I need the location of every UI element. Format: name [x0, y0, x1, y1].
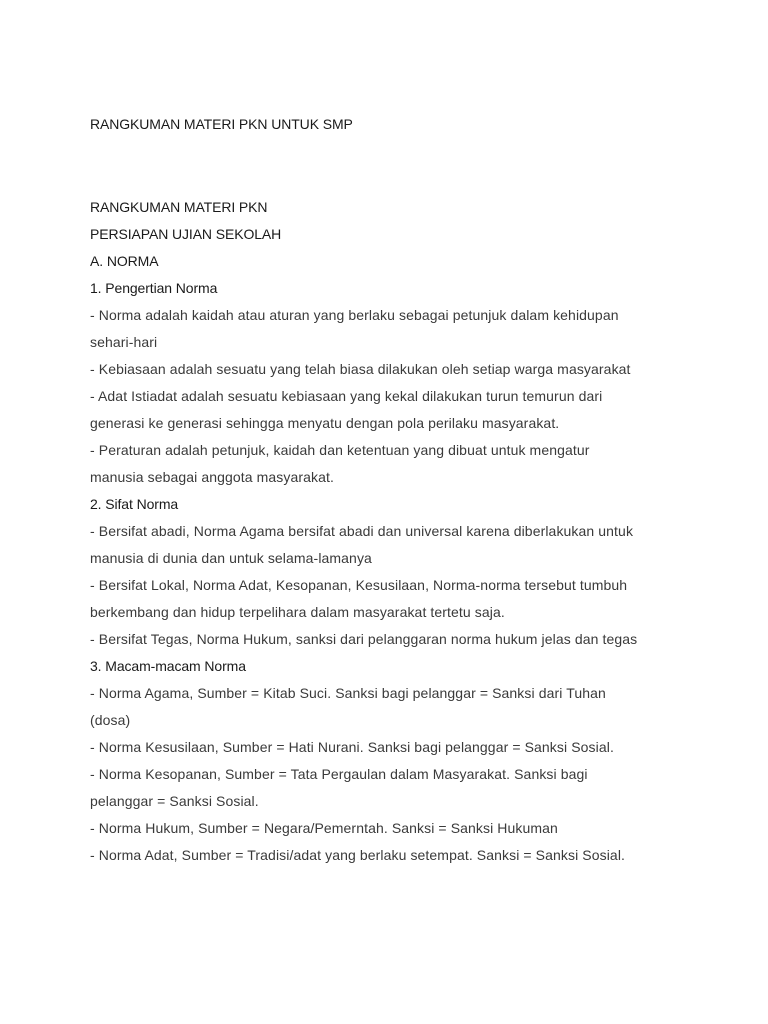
section-heading: 1. Pengertian Norma: [90, 280, 218, 296]
paragraph-line: - Bersifat Tegas, Norma Hukum, sanksi dari pelanggaran norma hukum jelas dan tegas: [90, 631, 638, 647]
paragraph-line: - Norma Kesopanan, Sumber = Tata Pergaulan dalam Masyarakat. Sanksi bagi: [90, 766, 588, 782]
section-heading: 3. Macam-macam Norma: [90, 658, 246, 674]
section-heading: A. NORMA: [90, 253, 159, 269]
paragraph-line: sehari-hari: [90, 334, 158, 350]
paragraph-line: - Adat Istiadat adalah sesuatu kebiasaan yang kekal dilakukan turun temurun dari: [90, 388, 603, 404]
section-heading: RANGKUMAN MATERI PKN: [90, 199, 268, 215]
paragraph-line: berkembang dan hidup terpelihara dalam masyarakat tertetu saja.: [90, 604, 505, 620]
paragraph-line: manusia sebagai anggota masyarakat.: [90, 469, 334, 485]
paragraph-line: - Norma Adat, Sumber = Tradisi/adat yang berlaku setempat. Sanksi = Sanksi Sosial.: [90, 847, 626, 863]
paragraph-line: pelanggar = Sanksi Sosial.: [90, 793, 259, 809]
paragraph-line: - Norma Hukum, Sumber = Negara/Pemerntah. Sanksi = Sanksi Hukuman: [90, 820, 558, 836]
section-heading: 2. Sifat Norma: [90, 496, 179, 512]
paragraph-line: manusia di dunia dan untuk selama-lamanya: [90, 550, 372, 566]
paragraph-line: - Norma Kesusilaan, Sumber = Hati Nurani. Sanksi bagi pelanggar = Sanksi Sosial.: [90, 739, 614, 755]
paragraph-line: (dosa): [90, 712, 131, 728]
paragraph-line: - Peraturan adalah petunjuk, kaidah dan ketentuan yang dibuat untuk mengatur: [90, 442, 590, 458]
paragraph-line: - Norma adalah kaidah atau aturan yang berlaku sebagai petunjuk dalam kehidupan: [90, 307, 619, 323]
document-title: RANGKUMAN MATERI PKN UNTUK SMP: [90, 116, 353, 132]
section-heading: PERSIAPAN UJIAN SEKOLAH: [90, 226, 282, 242]
paragraph-line: - Bersifat Lokal, Norma Adat, Kesopanan, Kesusilaan, Norma-norma tersebut tumbuh: [90, 577, 628, 593]
paragraph-line: - Norma Agama, Sumber = Kitab Suci. Sanksi bagi pelanggar = Sanksi dari Tuhan: [90, 685, 606, 701]
document-body: [90, 194, 690, 869]
paragraph-line: - Kebiasaan adalah sesuatu yang telah biasa dilakukan oleh setiap warga masyarakat: [90, 361, 631, 377]
paragraph-line: generasi ke generasi sehingga menyatu dengan pola perilaku masyarakat.: [90, 415, 560, 431]
paragraph-line: - Bersifat abadi, Norma Agama bersifat abadi dan universal karena diberlakukan untuk: [90, 523, 634, 539]
